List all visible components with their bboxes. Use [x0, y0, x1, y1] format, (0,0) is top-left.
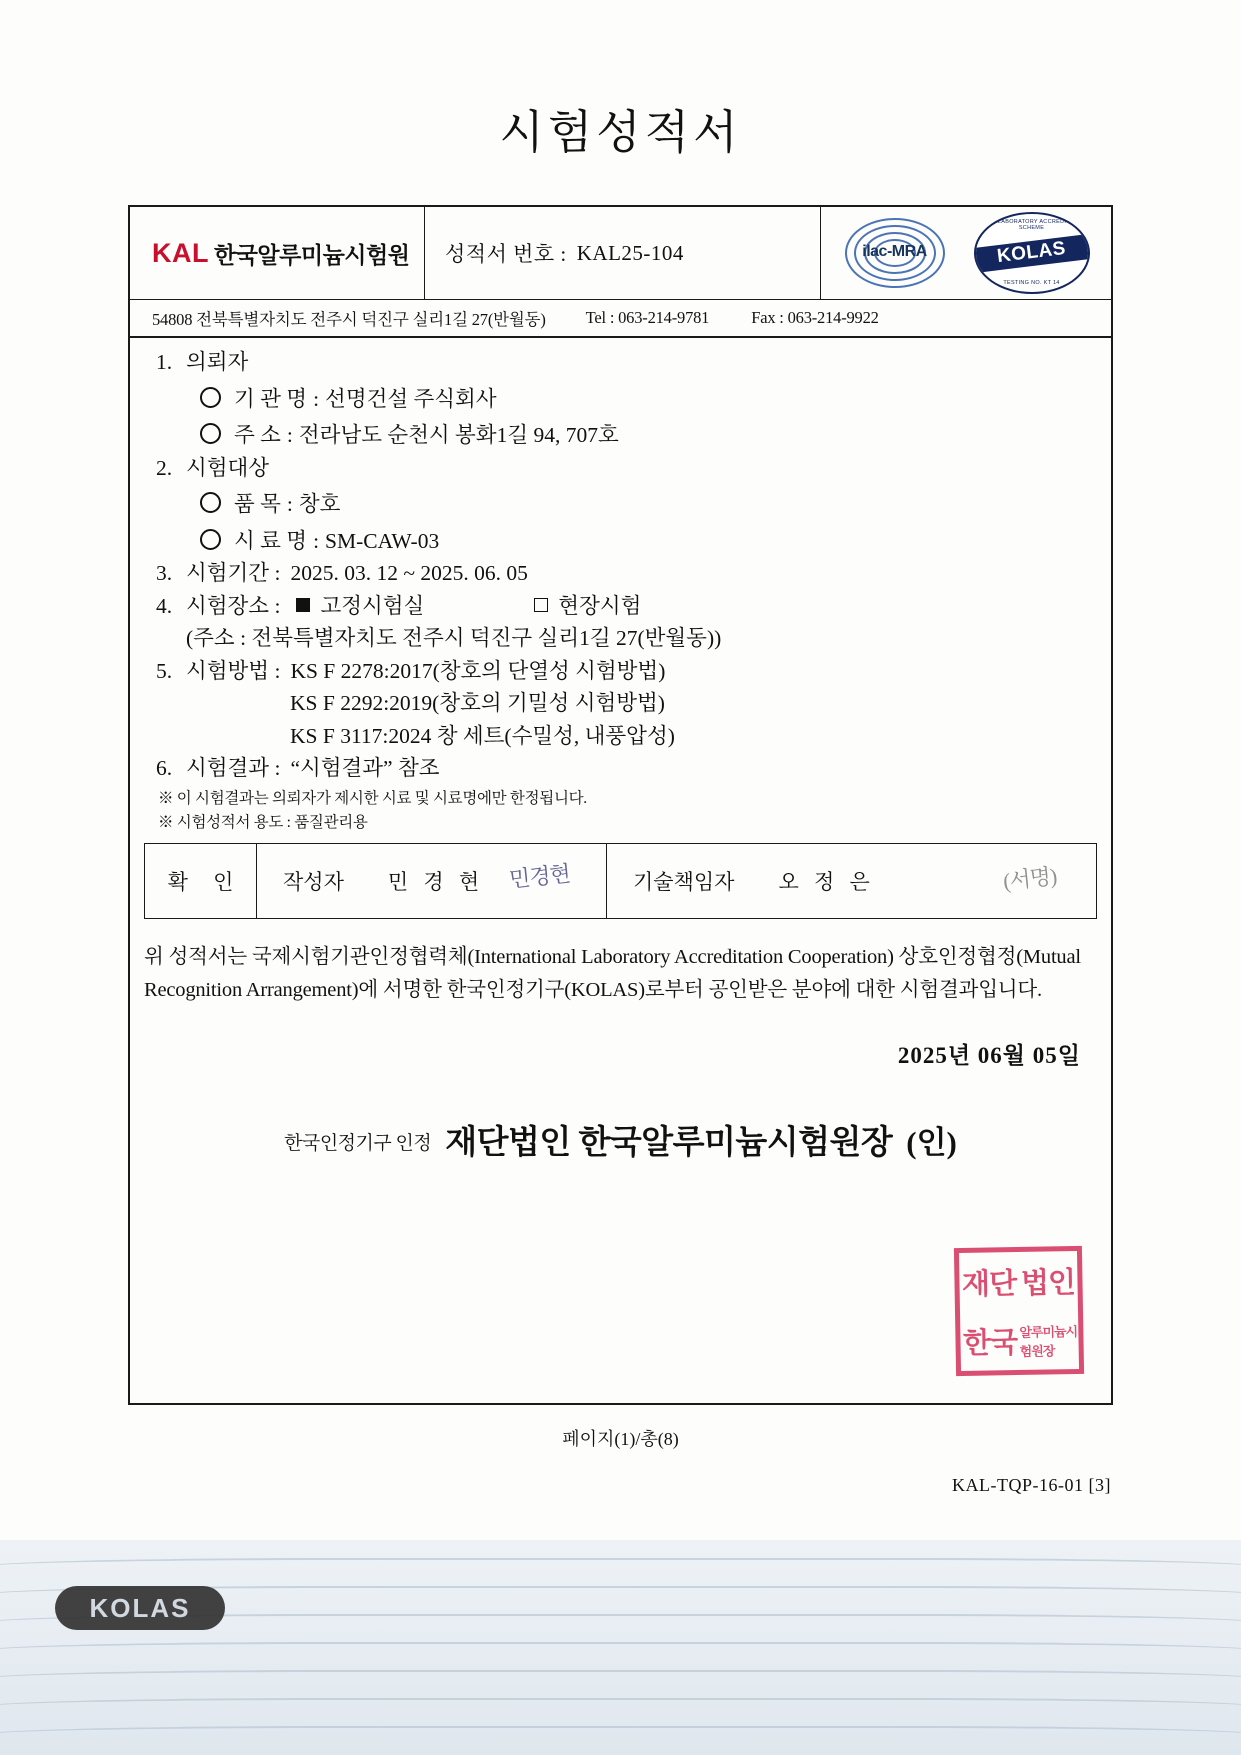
test-method-1: KS F 2278:2017(창호의 단열성 시험방법)	[290, 658, 666, 683]
kolas-bottom-text: TESTING NO. KT 14	[1003, 280, 1060, 286]
bottom-watermark-strip	[0, 1540, 1241, 1755]
sample-name-value: SM-CAW-03	[325, 528, 440, 553]
report-number-label: 성적서 번호 :	[445, 242, 567, 266]
author-cell	[257, 844, 607, 918]
stamp-char-3: 한국	[962, 1327, 1018, 1360]
manager-signature: (서명)	[1001, 862, 1058, 894]
section-2-number: 2.	[156, 455, 173, 480]
issue-date: 2025년 06월 05일	[897, 1042, 1081, 1068]
issuer-name: 재단법인 한국알루미늄시험원장	[445, 1124, 893, 1161]
test-place-address	[156, 628, 1085, 650]
author-signature: 민경현	[507, 860, 572, 892]
kolas-label: KOLAS	[995, 237, 1067, 268]
item-name-label: 품 목	[234, 492, 281, 516]
kolas-icon	[974, 212, 1090, 294]
confirmation-header: 확 인	[145, 844, 257, 918]
official-stamp-icon	[954, 1246, 1084, 1376]
accreditation-marks	[821, 207, 1111, 299]
section-6	[156, 758, 1085, 780]
lab-fax: Fax : 063-214-9922	[751, 308, 879, 327]
section-3-number: 3.	[156, 561, 173, 585]
client-org: 기 관 명 : 선명건설 주식회사	[200, 385, 1085, 411]
report-number-value: KAL25-104	[576, 240, 684, 265]
test-place-option-2: 현장시험	[558, 593, 642, 618]
stamp-char-4: 알루미늄시험원장	[1019, 1323, 1078, 1359]
report-number	[425, 207, 821, 299]
sample-name-label: 시 료 명	[234, 528, 308, 553]
issuer-seal-mark: (인)	[906, 1124, 957, 1160]
test-place-option-1: 고정시험실	[320, 593, 425, 618]
checkbox-empty-icon[interactable]	[534, 598, 548, 612]
test-method-3-row	[290, 723, 1085, 748]
section-4-number: 4.	[156, 593, 173, 618]
address-bar	[130, 300, 1111, 338]
client-address: 주 소 : 전라남도 순천시 봉화1길 94, 707호	[200, 421, 1085, 447]
document-id: KAL-TQP-16-01 [3]	[952, 1475, 1111, 1495]
note-2: ※ 시험성적서 용도 : 품질관리용	[158, 814, 368, 831]
section-6-title: 시험결과 :	[186, 756, 281, 780]
note-1: ※ 이 시험결과는 의뢰자가 제시한 시료 및 시료명에만 한정됩니다.	[158, 789, 587, 807]
certificate-frame	[128, 205, 1113, 1405]
test-method-3: KS F 3117:2024 창 세트(수밀성, 내풍압성)	[290, 723, 675, 748]
stamp-char-2: 법인	[1020, 1267, 1076, 1300]
lab-logo-kr: 한국알루미늄시험원	[214, 242, 410, 268]
section-2-title: 시험대상	[186, 455, 270, 480]
item-name: 품 목 : 창호	[200, 490, 1085, 516]
test-method-2-row	[290, 693, 1085, 715]
checkbox-checked-icon[interactable]	[296, 598, 310, 612]
lab-address: 54808 전북특별자치도 전주시 덕진구 실리1길 27(반월동)	[152, 310, 546, 329]
section-1-number: 1.	[156, 350, 173, 374]
circle-bullet-icon	[200, 492, 221, 513]
test-place-address-value: (주소 : 전북특별자치도 전주시 덕진구 실리1길 27(반월동))	[186, 626, 722, 650]
section-2	[156, 455, 1085, 480]
issuer-prefix: 한국인정기구 인정	[284, 1132, 432, 1154]
kolas-top-text: KOREA LABORATORY ACCREDITATION SCHEME	[975, 219, 1088, 231]
circle-bullet-icon	[200, 387, 221, 408]
section-6-number: 6.	[156, 756, 173, 780]
kolas-watermark-logo: KOLAS	[55, 1586, 225, 1630]
section-1-title: 의뢰자	[186, 350, 249, 374]
client-address-value: 전라남도 순천시 봉화1길 94, 707호	[298, 423, 619, 447]
section-5	[156, 658, 1085, 683]
section-5-number: 5.	[156, 658, 173, 683]
section-3-title: 시험기간 :	[186, 561, 281, 585]
test-method-2: KS F 2292:2019(창호의 기밀성 시험방법)	[290, 691, 665, 715]
issuer-signature-line	[130, 1116, 1111, 1163]
lab-tel: Tel : 063-214-9781	[585, 308, 710, 327]
author-name: 민 경 현	[387, 869, 485, 894]
section-3	[156, 563, 1085, 585]
circle-bullet-icon	[200, 423, 221, 444]
client-org-label: 기 관 명	[234, 386, 308, 411]
manager-cell	[607, 844, 1096, 918]
author-label: 작성자	[283, 869, 344, 894]
client-org-value: 선명건설 주식회사	[325, 386, 497, 411]
section-4-title: 시험장소 :	[186, 593, 281, 618]
ilac-mra-icon	[843, 216, 947, 290]
confirmation-table	[144, 843, 1097, 919]
page-footer: 페이지(1)/총(8)	[562, 1429, 679, 1449]
sample-name: 시 료 명 : SM-CAW-03	[200, 527, 1085, 553]
section-4	[156, 593, 1085, 618]
manager-name: 오 정 은	[778, 869, 875, 894]
circle-bullet-icon	[200, 529, 221, 550]
item-name-value: 창호	[298, 492, 341, 516]
manager-label: 기술책임자	[633, 869, 735, 894]
accreditation-statement: 위 성적서는 국제시험기관인정협력체(International Laboratory Accreditation Cooperation) 상호인정협정(Mutual Recognition Arrangement)에 서명한 한국인정기구(KOLAS)로부터 공인받은 분야에 대한 시험결과입니다.	[144, 945, 1081, 1001]
lab-logo	[130, 207, 425, 299]
client-address-label: 주 소	[234, 423, 281, 447]
section-5-title: 시험방법 :	[186, 658, 281, 683]
page-title: 시험성적서	[499, 107, 742, 158]
test-period-value: 2025. 03. 12 ~ 2025. 06. 05	[290, 561, 528, 585]
certificate-body	[130, 338, 1111, 831]
stamp-char-1: 재단	[961, 1268, 1017, 1301]
certificate-header	[130, 207, 1111, 300]
ilac-mra-label: ilac-MRA	[862, 243, 927, 260]
section-1	[156, 352, 1085, 374]
lab-logo-en: KAL	[152, 237, 209, 268]
test-result-value: “시험결과” 참조	[290, 756, 440, 780]
